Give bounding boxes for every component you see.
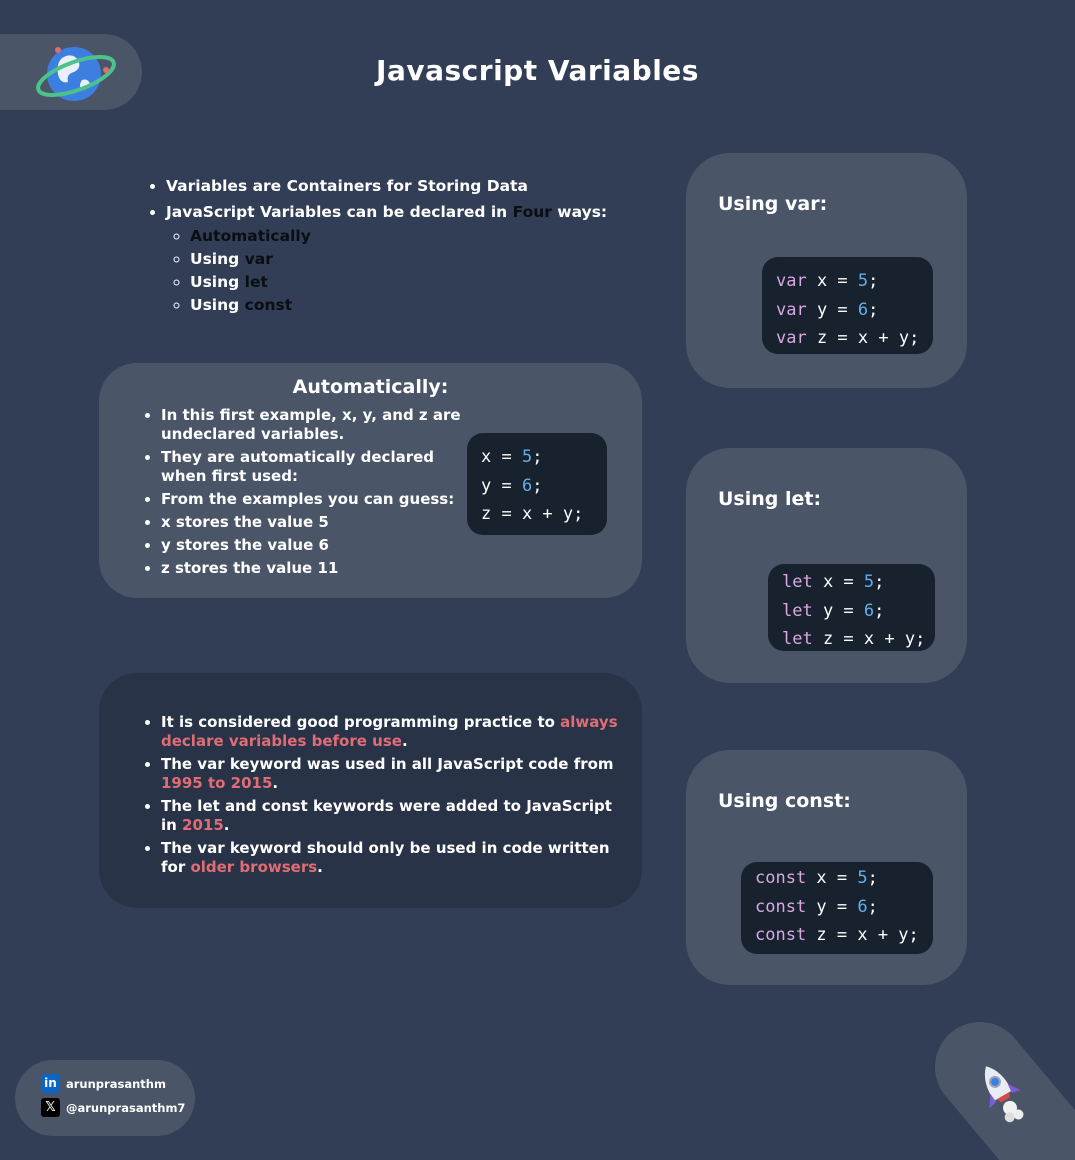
- code-line: [776, 296, 919, 325]
- note-highlight: always declare variables before use: [161, 713, 618, 750]
- note-text: .: [401, 732, 408, 750]
- linkedin-link[interactable]: [41, 1074, 166, 1093]
- list-item: [161, 839, 621, 877]
- note-text: .: [272, 774, 279, 792]
- intro-point-text: ways:: [551, 203, 608, 221]
- code-number: 5: [857, 868, 868, 888]
- list-item: [161, 713, 621, 751]
- list-item: [166, 176, 626, 196]
- code-line: [755, 864, 919, 893]
- note-text: The var keyword was used in all JavaScript code from: [161, 755, 614, 773]
- keyword-highlight: Four: [512, 203, 552, 221]
- note-highlight: 1995 to 2015: [161, 774, 273, 792]
- code-line: [481, 472, 593, 501]
- way-text: Using: [190, 273, 245, 291]
- code-line: [481, 500, 593, 529]
- note-text: The let and const keywords were added to JavaScript in: [161, 797, 612, 834]
- code-number: 6: [857, 299, 869, 320]
- code-text: x =: [806, 271, 858, 291]
- code-text: ;: [867, 896, 878, 917]
- code-line: [782, 625, 926, 654]
- social-badge: [15, 1060, 195, 1136]
- keyword-highlight: const: [244, 296, 293, 314]
- code-text: z = x + y;: [812, 629, 926, 649]
- notes-panel: [99, 673, 642, 908]
- intro-list: [146, 176, 626, 321]
- code-line: [782, 568, 921, 597]
- code-number: 6: [521, 475, 533, 496]
- code-keyword: var: [776, 328, 807, 348]
- code-number: 5: [857, 271, 869, 291]
- list-item: [190, 226, 626, 246]
- code-text: x =: [812, 572, 864, 592]
- code-keyword: let: [782, 572, 813, 592]
- card-heading: Using let:: [718, 488, 822, 510]
- code-text: ;: [532, 447, 543, 467]
- code-number: 5: [863, 572, 875, 592]
- code-text: ;: [874, 572, 885, 592]
- rocket-badge: [935, 1022, 1075, 1160]
- list-item: [190, 249, 626, 269]
- code-block-let: [768, 564, 935, 651]
- code-line: [776, 324, 919, 353]
- code-text: y =: [806, 299, 858, 320]
- note-highlight: 2015: [182, 816, 224, 834]
- code-text: ;: [868, 299, 879, 320]
- note-highlight: older browsers: [190, 858, 318, 876]
- code-block-const: [741, 862, 933, 954]
- note-text: .: [317, 858, 323, 876]
- note-text: It is considered good programming practice to: [161, 713, 561, 731]
- code-number: 6: [857, 896, 868, 917]
- code-keyword: const: [755, 925, 807, 945]
- rocket-icon: [973, 1058, 1031, 1130]
- page-title: Javascript Variables: [376, 54, 699, 87]
- code-text: ;: [868, 271, 879, 291]
- card-heading: Using var:: [718, 193, 828, 215]
- code-text: z = x + y;: [806, 925, 919, 945]
- list-item: • From the examples you can guess:: [161, 490, 461, 509]
- code-keyword: const: [755, 868, 807, 888]
- note-text: .: [223, 816, 230, 834]
- way-text: Using: [190, 296, 245, 314]
- keyword-highlight: Automatically: [190, 227, 311, 245]
- code-text: y =: [481, 475, 522, 496]
- linkedin-icon: in: [41, 1074, 60, 1093]
- code-line: [782, 597, 921, 626]
- code-block-var: [762, 257, 933, 354]
- keyword-highlight: let: [244, 273, 268, 291]
- list-item: • In this first example, x, y, and z are undeclared variables.: [161, 406, 461, 444]
- intro-point-text: Variables are Containers for Storing Data: [166, 177, 528, 195]
- code-text: x =: [806, 868, 858, 888]
- code-keyword: var: [776, 271, 807, 291]
- twitter-link[interactable]: [41, 1098, 185, 1117]
- code-text: ;: [874, 600, 885, 621]
- list-item: [161, 797, 621, 835]
- code-text: x =: [481, 447, 522, 467]
- code-text: z = x + y;: [806, 328, 920, 348]
- code-text: y =: [806, 896, 858, 917]
- code-keyword: let: [782, 600, 813, 621]
- x-icon: 𝕏: [41, 1098, 60, 1117]
- list-item: • x stores the value 5: [161, 513, 461, 532]
- code-keyword: var: [776, 299, 807, 320]
- list-item: [190, 295, 626, 315]
- section-heading: Automatically:: [292, 376, 449, 398]
- code-line: [755, 893, 919, 922]
- list-item: [166, 202, 626, 315]
- list-item: • y stores the value 6: [161, 536, 461, 555]
- keyword-highlight: var: [244, 250, 273, 268]
- code-block-automatic: [467, 433, 607, 535]
- code-number: 6: [863, 600, 875, 621]
- list-item: • z stores the value 11: [161, 559, 461, 578]
- twitter-handle: @arunprasanthm7: [66, 1100, 186, 1115]
- code-number: 5: [521, 447, 533, 467]
- way-text: Using: [190, 250, 245, 268]
- list-item: [190, 272, 626, 292]
- code-keyword: const: [755, 896, 807, 917]
- code-line: [481, 443, 593, 472]
- list-item: • They are automatically declared when first used:: [161, 448, 461, 486]
- code-text: z = x + y;: [481, 504, 584, 524]
- linkedin-handle: arunprasanthm: [66, 1076, 166, 1091]
- intro-point-text: JavaScript Variables can be declared in: [166, 203, 513, 221]
- code-text: ;: [867, 868, 878, 888]
- code-line: [776, 267, 919, 296]
- code-text: y =: [812, 600, 864, 621]
- card-heading: Using const:: [718, 790, 851, 812]
- code-text: ;: [532, 475, 543, 496]
- note-text: The var keyword should only be used in code written for: [161, 839, 610, 876]
- list-item: [161, 755, 621, 793]
- code-keyword: let: [782, 629, 813, 649]
- code-line: [755, 921, 919, 950]
